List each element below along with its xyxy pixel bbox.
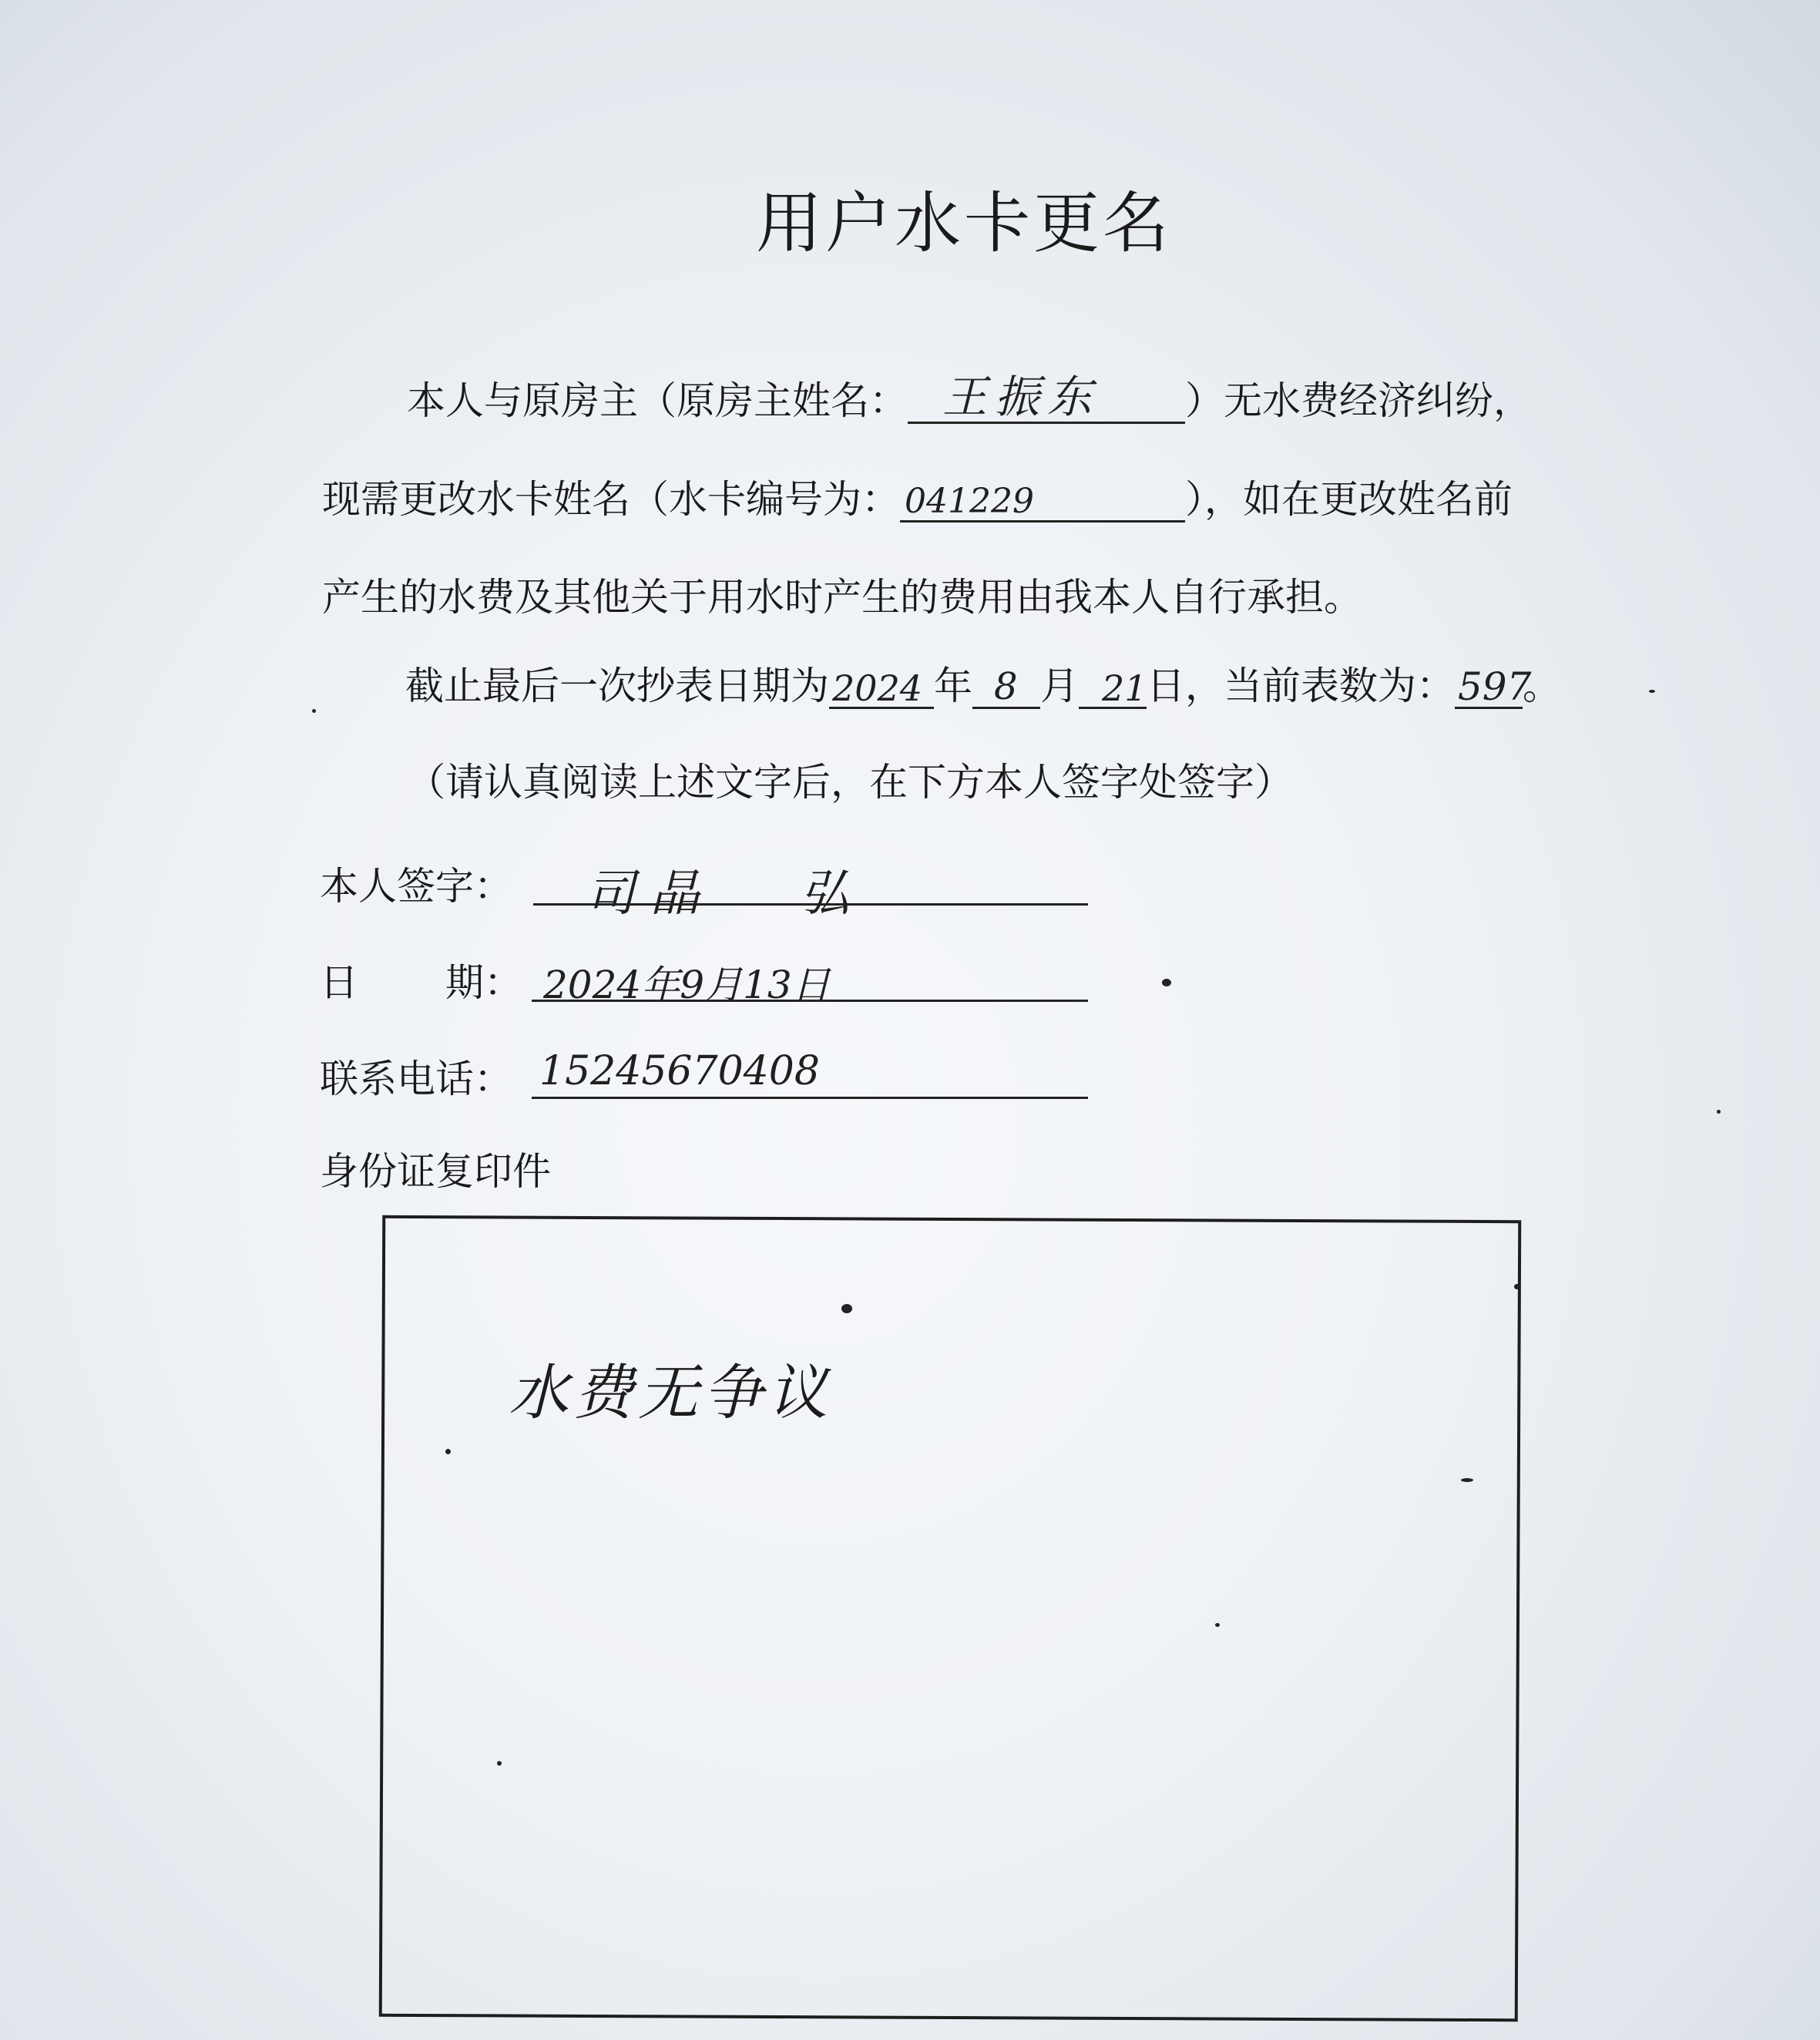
id-copy-label: 身份证复印件 [320, 1149, 551, 1194]
instruction-text: （请认真阅读上述文字后，在下方本人签字处签字） [407, 760, 1293, 805]
scan-speck [1717, 1110, 1721, 1114]
meter-end: 。 [1523, 664, 1561, 708]
card-suffix: ），如在更改姓名前 [1185, 477, 1513, 522]
day-unit: 日，当前表数为： [1147, 664, 1455, 708]
meter-prefix: 截止最后一次抄表日期为 [405, 664, 829, 708]
scan-speck [1162, 979, 1171, 986]
id-box-handwritten-note: 水费无争议 [509, 1359, 833, 1428]
day-handwritten: 21 [1102, 667, 1147, 709]
document-title: 用户水卡更名 [756, 185, 1172, 262]
date-label-period: 期： [445, 960, 522, 1005]
year-handwritten: 2024 [832, 667, 923, 709]
owner-prefix: 本人与原房主（原房主姓名： [407, 378, 908, 423]
paragraph-card [322, 476, 1513, 523]
owner-name-blank [908, 371, 1185, 424]
month-handwritten: 8 [994, 665, 1018, 708]
card-number-handwritten: 041229 [905, 482, 1034, 521]
scan-speck [312, 709, 316, 713]
scan-speck [1649, 690, 1655, 693]
signature-label: 本人签字： [320, 864, 512, 909]
phone-rule [532, 1097, 1088, 1099]
scan-speck [841, 1304, 852, 1313]
card-number-blank [900, 477, 1185, 523]
reading-blank [1455, 664, 1532, 709]
scan-speck [1215, 1623, 1220, 1627]
owner-name-handwritten: 王振东 [942, 371, 1100, 423]
card-prefix: 现需更改水卡姓名（水卡编号为： [322, 477, 900, 522]
date-label-day: 日 [320, 960, 358, 1005]
id-copy-box [379, 1215, 1522, 2022]
paragraph-liability: 产生的水费及其他关于用水时产生的费用由我本人自行承担。 [322, 575, 1362, 620]
scan-speck [445, 1449, 451, 1454]
paragraph-owner [407, 371, 1532, 424]
phone-handwritten: 15245670408 [539, 1048, 820, 1094]
year-unit: 年 [934, 664, 972, 708]
scan-speck [1461, 1478, 1473, 1482]
scan-speck [497, 1761, 502, 1766]
date-handwritten: 2024年9月13日 [543, 963, 831, 1007]
owner-suffix: ）无水费经济纠纷， [1185, 378, 1532, 423]
paragraph-meter [405, 663, 1561, 709]
year-blank [829, 664, 934, 709]
month-blank [972, 664, 1040, 709]
reading-handwritten: 597 [1458, 664, 1532, 709]
phone-label: 联系电话： [320, 1057, 512, 1101]
scan-speck [1514, 1284, 1519, 1289]
month-unit: 月 [1040, 664, 1079, 708]
signature-handwritten: 司晶 弘 [586, 865, 865, 923]
day-blank [1079, 664, 1147, 709]
